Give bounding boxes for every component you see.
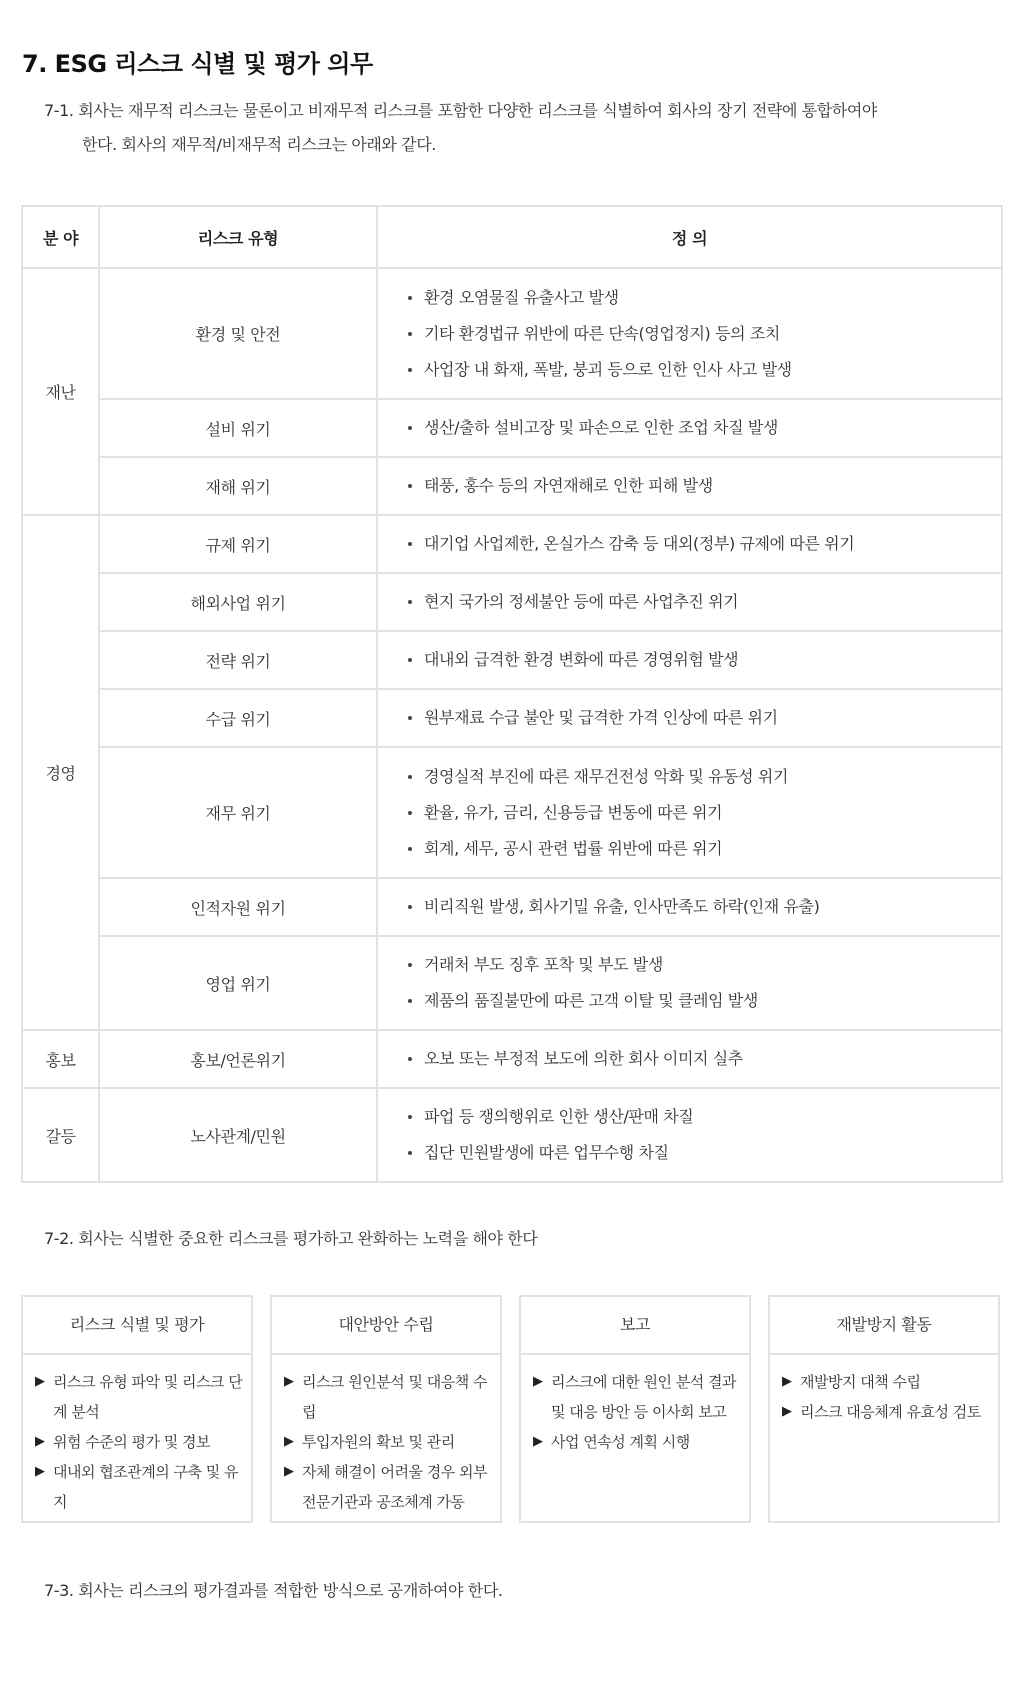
risk-type-cell: 규제 위기 — [99, 515, 377, 573]
header-definition: 정 의 — [377, 206, 1002, 268]
field-cell-pr: 홍보 — [22, 1030, 99, 1088]
risk-type-cell: 전략 위기 — [99, 631, 377, 689]
section-title: 7. ESG 리스크 식별 및 평가 의무 — [22, 50, 373, 78]
process-item-text: 위험 수준의 평가 및 경보 — [53, 1433, 210, 1451]
definition-item: 대기업 사업제한, 온실가스 감축 등 대외(정부) 규제에 따른 위기 — [402, 526, 1001, 562]
definition-item: 현지 국가의 정세불안 등에 따른 사업추진 위기 — [402, 584, 1001, 620]
process-item-text: 리스크 유형 파악 및 리스크 단계 분석 — [53, 1373, 243, 1421]
process-boxes — [21, 1295, 1001, 1527]
definition-cell — [377, 457, 1002, 515]
table-row — [22, 747, 1002, 878]
paragraph-7-2: 7-2. 회사는 식별한 중요한 리스크를 평가하고 완화하는 노력을 해야 한다 — [44, 1229, 538, 1248]
definition-item: 생산/출하 설비고장 및 파손으로 인한 조업 차질 발생 — [402, 410, 1001, 446]
process-item-text: 리스크에 대한 원인 분석 결과 및 대응 방안 등 이사회 보고 — [551, 1373, 736, 1421]
process-item — [35, 1427, 243, 1457]
definition-item: 거래처 부도 징후 포착 및 부도 발생 — [402, 947, 1001, 983]
risk-type-cell: 수급 위기 — [99, 689, 377, 747]
definition-cell — [377, 515, 1002, 573]
header-field: 분 야 — [22, 206, 99, 268]
table-header-row — [22, 206, 1002, 268]
paragraph-7-1-line1: 7-1. 회사는 재무적 리스크는 물론이고 비재무적 리스크를 포함한 다양한 리스크를 식별하여 회사의 장기 전략에 통합하여야 — [44, 101, 877, 120]
risk-type-cell: 해외사업 위기 — [99, 573, 377, 631]
process-box-title: 대안방안 수립 — [272, 1297, 500, 1355]
paragraph-7-1-line2: 한다. 회사의 재무적/비재무적 리스크는 아래와 같다. — [82, 135, 436, 154]
process-item-text: 대내외 협조관계의 구축 및 유지 — [53, 1463, 238, 1511]
risk-type-cell: 재해 위기 — [99, 457, 377, 515]
definition-item: 파업 등 쟁의행위로 인한 생산/판매 차질 — [402, 1099, 1001, 1135]
definition-item: 대내외 급격한 환경 변화에 따른 경영위험 발생 — [402, 642, 1001, 678]
process-item — [284, 1457, 492, 1517]
arrow-right-icon: ▶ — [35, 1464, 45, 1479]
definition-item: 환경 오염물질 유출사고 발생 — [402, 280, 1001, 316]
process-item — [35, 1457, 243, 1517]
process-box-title: 보고 — [521, 1297, 749, 1355]
definition-cell — [377, 1030, 1002, 1088]
table-row — [22, 1088, 1002, 1182]
definition-cell — [377, 1088, 1002, 1182]
process-item — [284, 1367, 492, 1427]
paragraph-7-1 — [44, 94, 984, 162]
table-row — [22, 936, 1002, 1030]
process-item-text: 리스크 원인분석 및 대응책 수립 — [302, 1373, 487, 1421]
risk-type-cell: 노사관계/민원 — [99, 1088, 377, 1182]
arrow-right-icon: ▶ — [284, 1464, 294, 1479]
table-row — [22, 399, 1002, 457]
definition-cell — [377, 878, 1002, 936]
table-row — [22, 515, 1002, 573]
definition-cell — [377, 747, 1002, 878]
field-cell-disaster: 재난 — [22, 268, 99, 515]
definition-cell — [377, 399, 1002, 457]
risk-table — [21, 205, 1003, 1183]
arrow-right-icon: ▶ — [782, 1404, 792, 1419]
process-item — [782, 1397, 990, 1427]
process-item — [284, 1427, 492, 1457]
arrow-right-icon: ▶ — [284, 1434, 294, 1449]
process-box-identify — [21, 1295, 253, 1523]
process-item-text: 투입자원의 확보 및 관리 — [302, 1433, 455, 1451]
process-item-text: 리스크 대응체계 유효성 검토 — [800, 1403, 981, 1421]
definition-item: 경영실적 부진에 따른 재무건전성 악화 및 유동성 위기 — [402, 759, 1001, 795]
table-row — [22, 457, 1002, 515]
definition-cell — [377, 631, 1002, 689]
risk-type-cell: 재무 위기 — [99, 747, 377, 878]
process-box-report — [519, 1295, 751, 1523]
arrow-right-icon: ▶ — [284, 1374, 294, 1389]
process-box-title: 재발방지 활동 — [770, 1297, 998, 1355]
definition-item: 사업장 내 화재, 폭발, 붕괴 등으로 인한 인사 사고 발생 — [402, 352, 1001, 388]
definition-item: 태풍, 홍수 등의 자연재해로 인한 피해 발생 — [402, 468, 1001, 504]
definition-cell — [377, 936, 1002, 1030]
process-box-prevent — [768, 1295, 1000, 1523]
arrow-right-icon: ▶ — [35, 1374, 45, 1389]
definition-item: 집단 민원발생에 따른 업무수행 차질 — [402, 1135, 1001, 1171]
arrow-right-icon: ▶ — [533, 1434, 543, 1449]
table-row — [22, 689, 1002, 747]
arrow-right-icon: ▶ — [782, 1374, 792, 1389]
table-row — [22, 1030, 1002, 1088]
definition-item: 제품의 품질불만에 따른 고객 이탈 및 클레임 발생 — [402, 983, 1001, 1019]
risk-type-cell: 인적자원 위기 — [99, 878, 377, 936]
arrow-right-icon: ▶ — [35, 1434, 45, 1449]
definition-item: 오보 또는 부정적 보도에 의한 회사 이미지 실추 — [402, 1041, 1001, 1077]
field-cell-conflict: 갈등 — [22, 1088, 99, 1182]
process-item-text: 재발방지 대책 수립 — [800, 1373, 921, 1391]
definition-cell — [377, 573, 1002, 631]
process-box-plan — [270, 1295, 502, 1523]
definition-item: 환율, 유가, 금리, 신용등급 변동에 따른 위기 — [402, 795, 1001, 831]
risk-type-cell: 홍보/언론위기 — [99, 1030, 377, 1088]
process-item — [782, 1367, 990, 1397]
arrow-right-icon: ▶ — [533, 1374, 543, 1389]
risk-type-cell: 설비 위기 — [99, 399, 377, 457]
risk-type-cell: 환경 및 안전 — [99, 268, 377, 399]
table-row — [22, 631, 1002, 689]
field-cell-management: 경영 — [22, 515, 99, 1030]
process-item — [35, 1367, 243, 1427]
definition-item: 비리직원 발생, 회사기밀 유출, 인사만족도 하락(인재 유출) — [402, 889, 1001, 925]
definition-cell — [377, 268, 1002, 399]
risk-type-cell: 영업 위기 — [99, 936, 377, 1030]
paragraph-7-3: 7-3. 회사는 리스크의 평가결과를 적합한 방식으로 공개하여야 한다. — [44, 1581, 503, 1600]
table-row — [22, 268, 1002, 399]
process-item — [533, 1427, 741, 1457]
process-item-text: 자체 해결이 어려울 경우 외부 전문기관과 공조체계 가동 — [302, 1463, 487, 1511]
definition-cell — [377, 689, 1002, 747]
process-box-title: 리스크 식별 및 평가 — [23, 1297, 251, 1355]
process-item — [533, 1367, 741, 1427]
header-risk-type: 리스크 유형 — [99, 206, 377, 268]
table-row — [22, 573, 1002, 631]
process-item-text: 사업 연속성 계획 시행 — [551, 1433, 690, 1451]
definition-item: 회계, 세무, 공시 관련 법률 위반에 따른 위기 — [402, 831, 1001, 867]
definition-item: 원부재료 수급 불안 및 급격한 가격 인상에 따른 위기 — [402, 700, 1001, 736]
definition-item: 기타 환경법규 위반에 따른 단속(영업정지) 등의 조치 — [402, 316, 1001, 352]
table-row — [22, 878, 1002, 936]
